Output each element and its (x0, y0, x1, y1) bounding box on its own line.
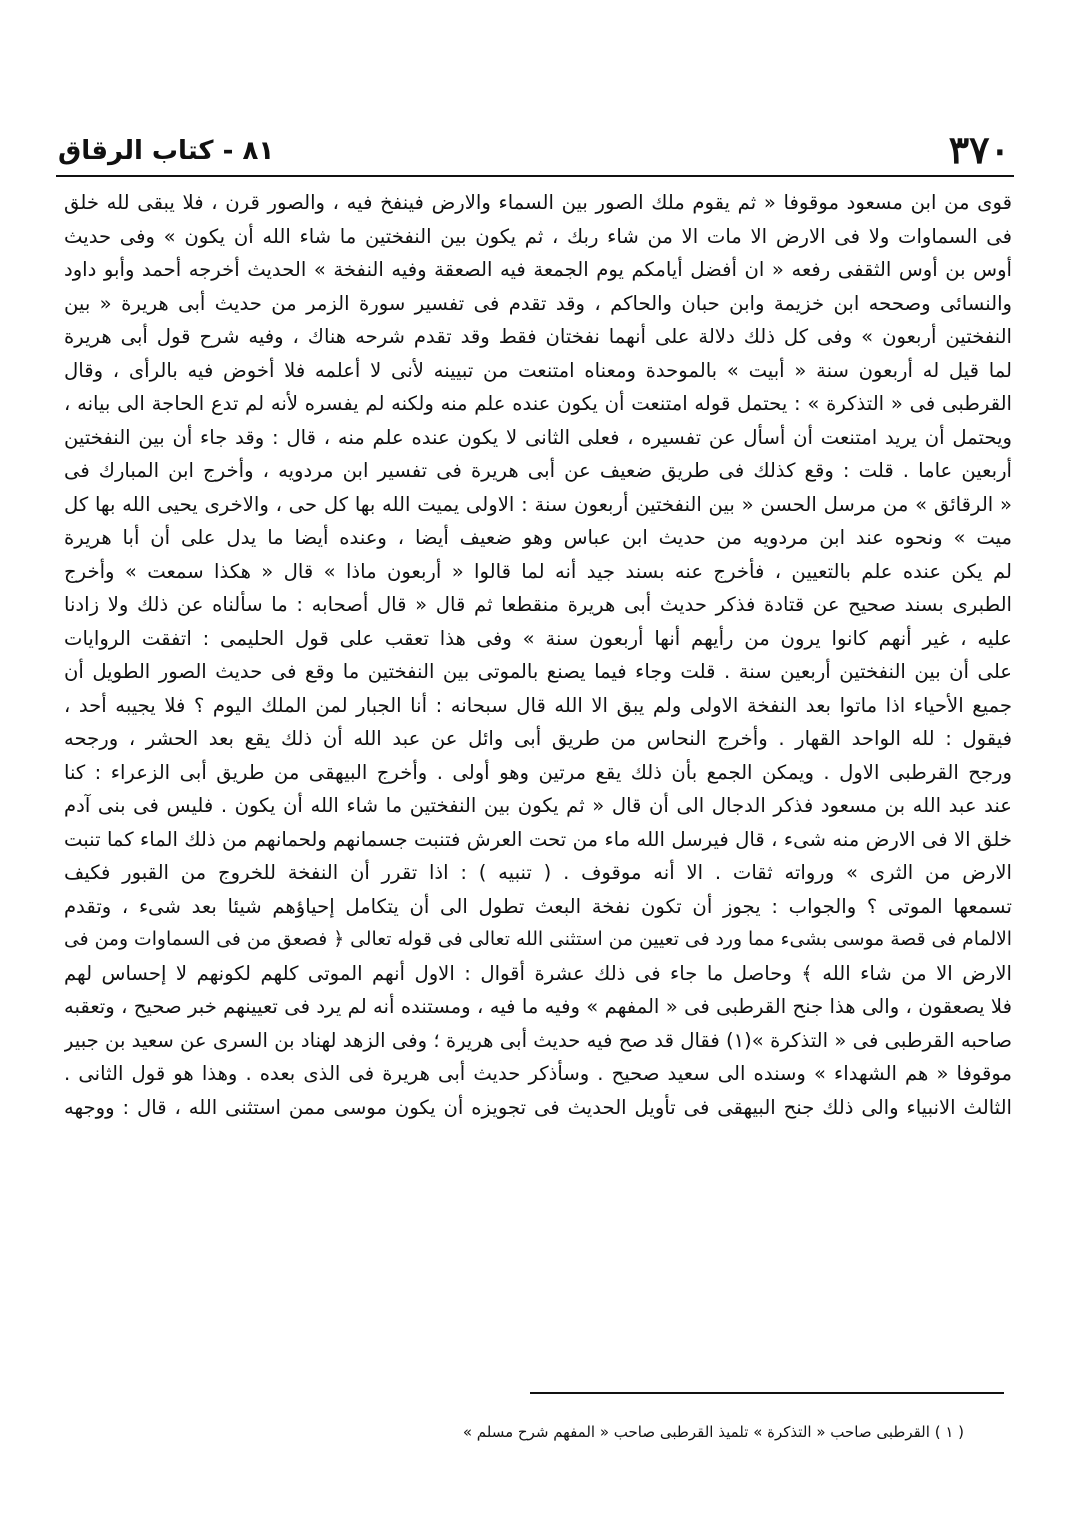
text-line: تسمعها الموتى ؟ والجواب : يجوز أن تكون نفخة البعث تطول الى أن يتكامل إحياؤهم شيئا بعد شىء ، وتقدم (64, 894, 1012, 918)
text-line: عند عبد الله بن مسعود فذكر الدجال الى أن قال « ثم يكون بين النفختين ما شاء الله أن يكون . فليس فى بنى آدم (64, 794, 1012, 817)
text-line: فيقول : لله الواحد القهار . وأخرج النحاس من طريق أبى وائل عن عبد الله أن ذلك يقع بعد الحشر ، ورجحه (64, 727, 1012, 750)
text-line: موقوفا « هم الشهداء » وسنده الى سعيد صحيح . وسأذكر حديث أبى هريرة فى الذى بعده . وهذا هو قول الثانى . (64, 1062, 1012, 1085)
text-line: الثالث الانبياء والى ذلك جنح البيهقى فى تأويل الحديث فى تجويزه أن يكون موسى ممن استثنى الله ، قال : ووجهه (64, 1095, 1012, 1119)
body-text (64, 186, 1012, 1376)
text-line: لما قيل له أربعون سنة « أبيت » بالموحدة ومعناه امتنعت من تبيينه لأنى لا أعلمه فلا أخوض فيه بالرأى ، وقال (64, 358, 1012, 382)
text-line: خلق الا فى الارض منه شىء ، قال فيرسل الله ماء من تحت العرش فتنبت جسمانهم ولحمانهم من ذلك الماء كما تنبت (64, 827, 1012, 851)
text-line: لم يكن عنده علم بالتعيين ، فأخرج عنه بسند جيد أنه لما قالوا « أربعون ماذا » قال « هكذا سمعت » وأخرج (64, 559, 1012, 583)
text-line: ورجح القرطبى الاول . ويمكن الجمع بأن ذلك يقع مرتين وهو أولى . وأخرج البيهقى من طريق أبى الزعراء : كنا (64, 760, 1012, 784)
footnote: ( ١ ) القرطبى صاحب « التذكرة » تلميذ القرطبى صاحب « المفهم شرح مسلم » (462, 1423, 964, 1441)
text-line: فلا يصعقون ، والى هذا جنح القرطبى فى « المفهم » وفيه ما فيه ، ومستنده أنه لم يرد فى تعيينهم خبر صحيح ، وتعقبه (64, 995, 1012, 1018)
page-header (58, 128, 1010, 172)
text-line: فى السماوات ولا فى الارض الا مات الا من شاء ربك ، ثم يكون بين النفختين ما شاء الله أن يكون » وفى حديث (64, 224, 1012, 248)
text-line: أربعين عاما . قلت : وقع كذلك فى طريق ضعيف عن أبى هريرة فى تفسير ابن مردويه ، وأخرج ابن المبارك فى (64, 459, 1012, 482)
text-line: الارض الا من شاء الله ﴾ وحاصل ما جاء فى ذلك عشرة أقوال : الاول أنهم الموتى كلهم لكونهم لا إحساس لهم (64, 961, 1012, 985)
text-line: الطبرى بسند صحيح عن قتادة فذكر حديث أبى هريرة منقطعا ثم قال « قال أصحابه : ما سألناه عن ذلك ولا زادنا (64, 593, 1012, 616)
running-title: ٨١ - كتاب الرقاق (58, 136, 275, 166)
text-line: ميت » ونحوه عند ابن مردويه من حديث ابن عباس وهو ضعيف أيضا ، وعنده أيضا ما يدل على أن أبا هريرة (64, 526, 1012, 549)
footnote-rule (530, 1392, 1004, 1394)
text-line: صاحبه القرطبى فى « التذكرة »(١) فقال قد صح فيه حديث أبى هريرة ؛ وفى الزهد لهناد بن السرى عن سعيد بن جبير (64, 1028, 1012, 1052)
page-number: ٣٧٠ (948, 127, 1010, 172)
text-line: ويحتمل أن يريد امتنعت أن أسأل عن تفسيره ، فعلى الثانى لا يكون عنده علم منه ، قال : وقد جاء أن بين النفختين (64, 425, 1012, 449)
text-line: أوس بن أوس الثقفى رفعه « ان أفضل أيامكم يوم الجمعة فيه الصعقة وفيه النفخة » الحديث أخرجه أحمد وأبو داود (64, 258, 1012, 281)
text-line: والنسائى وصححه ابن خزيمة وابن حبان والحاكم ، وقد تقدم فى تفسير سورة الزمر من حديث أبى هريرة « بين (64, 291, 1012, 315)
text-line: الارض من الثرى » ورواته ثقات . الا أنه موقوف . ( تنبيه ) : اذا تقرر أن النفخة للخروج من القبور فكيف (64, 861, 1012, 884)
header-rule (56, 175, 1014, 177)
text-line: « الرقائق » من مرسل الحسن « بين النفختين أربعون سنة : الاولى يميت الله بها كل حى ، والاخرى يحيى الله بها كل (64, 492, 1012, 516)
text-line: على أن بين النفختين أربعين سنة . قلت وجاء فيما يصنع بالموتى بين النفختين ما وقع فى حديث الصور الطويل أن (64, 660, 1012, 683)
text-line: الالمام فى قصة موسى بشىء مما ورد فى تعيين من استثنى الله تعالى فى قوله تعالى ﴿ فصعق من فى السماوات ومن فى (64, 929, 1012, 950)
text-line: القرطبى فى « التذكرة » : يحتمل قوله امتنعت أن يكون عنده علم منه ولكنه لم يفسره لأنه لم تدع الحاجة الى بيانه ، (64, 392, 1012, 415)
text-line: النفختين أربعون » وفى كل ذلك دلالة على أنهما نفختان فقط وقد تقدم شرحه هناك ، وفيه شرح قول أبى هريرة (64, 325, 1012, 348)
text-line: جميع الأحياء اذا ماتوا بعد النفخة الاولى ولم يبق الا الله قال سبحانه : أنا الجبار لمن الملك اليوم ؟ فلا يجيبه أحد ، (64, 693, 1012, 717)
text-line: عليه ، غير أنهم كانوا يرون من رأيهم أنها أربعون سنة » وفى هذا تعقب على قول الحليمى : اتفقت الروايات (64, 626, 1012, 650)
text-line: قوى من ابن مسعود موقوفا « ثم يقوم ملك الصور بين السماء والارض فينفخ فيه ، والصور قرن ، فلا يبقى لله خلق (64, 191, 1012, 214)
